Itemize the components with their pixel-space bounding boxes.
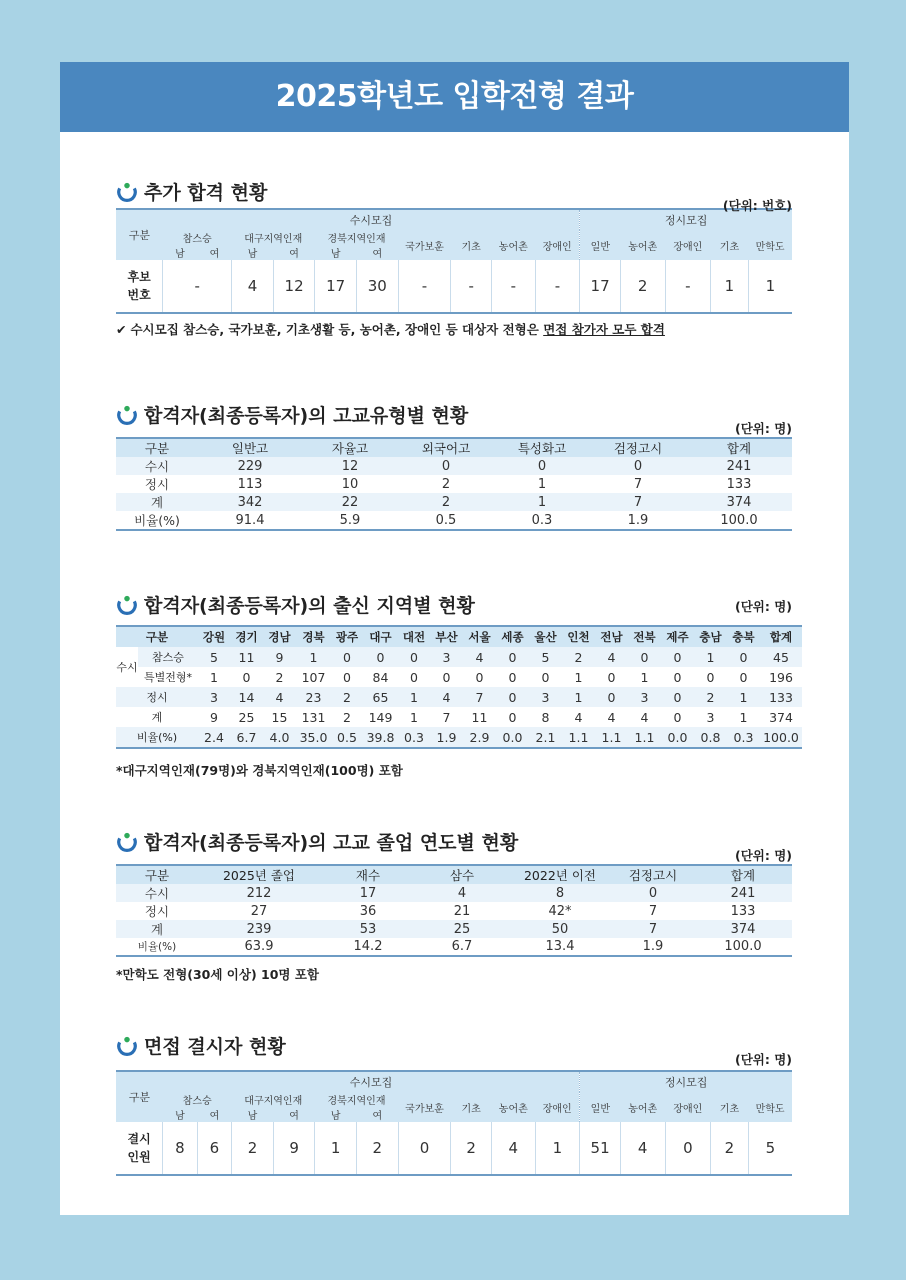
unit-label: (단위: 번호) [722, 198, 792, 213]
column-header: 외국어고 [398, 438, 494, 457]
cell: 17 [315, 260, 357, 313]
header-male: 남 [315, 245, 357, 260]
column-header: 재수 [320, 865, 416, 884]
page-title: 2025학년도 입학전형 결과 [60, 62, 849, 132]
table-row: 정시 3 14 4 23 2 65 1 4 7 0 3 1 0 3 0 2 1 133 [116, 687, 802, 707]
header-female: 여 [197, 1107, 232, 1122]
header-col: 농어촌 [620, 1092, 665, 1122]
header-col: 국가보훈 [398, 230, 451, 260]
unit-label: (단위: 명) [734, 1052, 792, 1067]
header-chamsaseung: 참스승 [163, 230, 232, 245]
column-header: 합계 [686, 438, 792, 457]
header-col: 기초 [451, 230, 492, 260]
cell: 1 [765, 277, 776, 295]
table-row: 비율(%) 63.9 14.2 6.7 13.4 1.9 100.0 [137, 939, 762, 954]
cell: - [451, 260, 492, 313]
note: *만학도 전형(30세 이상) 10명 포함 [116, 967, 319, 982]
header-col: 기초 [451, 1092, 492, 1122]
header-category: 구분 [116, 209, 163, 260]
cell: 17 [580, 260, 621, 313]
table-row: 수시 229 12 0 0 0 241 [116, 457, 792, 475]
column-header: 경북 [296, 626, 331, 647]
header-male: 남 [232, 1107, 274, 1122]
header-col: 기초 [711, 1092, 749, 1122]
header-jeongsi: 정시모집 [580, 209, 792, 230]
university-logo-icon [116, 404, 138, 426]
unit-label: (단위: 명) [734, 599, 792, 614]
cell: 12 [273, 260, 315, 313]
section-additional-admission [116, 174, 792, 338]
header-female: 여 [197, 245, 232, 260]
table-row: 정시 27 36 21 42* 7 133 [144, 903, 756, 919]
header-col: 농어촌 [620, 230, 665, 260]
header-female: 여 [357, 245, 399, 260]
header-chamsaseung: 참스승 [163, 1092, 232, 1107]
column-header: 세종 [496, 626, 529, 647]
graduation-year-table [116, 864, 792, 957]
column-header: 충북 [727, 626, 760, 647]
cell: 30 [357, 260, 399, 313]
header-col: 만학도 [748, 230, 792, 260]
school-type-table [116, 437, 792, 531]
cell: 1 [535, 1122, 580, 1175]
column-header: 경남 [263, 626, 296, 647]
column-header: 검정고시 [590, 438, 686, 457]
header-col: 기초 [711, 230, 749, 260]
section-title: 합격자(최종등록자)의 고교 졸업 연도별 현황 [144, 832, 519, 854]
cell: 8 [163, 1122, 198, 1175]
header-col: 농어촌 [491, 230, 535, 260]
column-header: 합계 [760, 626, 802, 647]
header-female: 여 [273, 1107, 315, 1122]
cell: 4 [491, 1122, 535, 1175]
header-female: 여 [273, 245, 315, 260]
row-label: 결시 인원 [116, 1122, 163, 1175]
header-col: 장애인 [535, 1092, 580, 1122]
table-row: 수시 참스승 5 11 9 1 0 0 0 3 4 0 5 2 4 0 0 1 0 45 [116, 647, 802, 667]
cell: 2 [357, 1122, 399, 1175]
column-header: 경기 [230, 626, 263, 647]
header-female: 여 [357, 1107, 399, 1122]
column-header: 인천 [562, 626, 595, 647]
cell: - [491, 260, 535, 313]
cell: 9 [273, 1122, 315, 1175]
header-male: 남 [232, 245, 274, 260]
table-row: 계 239 53 25 50 7 374 [116, 920, 792, 938]
column-header: 강원 [198, 626, 230, 647]
table-row: 비율(%) 2.4 6.7 4.0 35.0 0.5 39.8 0.3 1.9 2.9 0.0 2.1 1.1 1.1 1.1 0.0 0.8 0.3 100.0 [116, 727, 802, 748]
university-logo-icon [116, 831, 138, 853]
header-col: 장애인 [665, 1092, 711, 1122]
table-row: 특별전형* 1 0 2 107 0 84 0 0 0 0 0 1 0 1 0 0 0 196 [143, 669, 793, 685]
header-col: 장애인 [665, 230, 711, 260]
header-col: 농어촌 [491, 1092, 535, 1122]
column-header: 일반고 [198, 438, 302, 457]
column-header: 대전 [398, 626, 430, 647]
row-label: 후보 번호 [116, 260, 163, 313]
cell: 0 [665, 1122, 711, 1175]
additional-admission-table [116, 208, 792, 314]
cell: - [398, 260, 451, 313]
row-group-label: 수시 [116, 647, 138, 687]
document-page [60, 62, 849, 1215]
cell: 6 [197, 1122, 232, 1175]
header-male: 남 [315, 1107, 357, 1122]
header-col: 일반 [580, 230, 621, 260]
column-header: 대구 [363, 626, 398, 647]
section-title: 합격자(최종등록자)의 출신 지역별 현황 [144, 595, 475, 617]
table-row [116, 1122, 792, 1175]
cell: 2 [451, 1122, 492, 1175]
column-header: 울산 [529, 626, 562, 647]
unit-label: (단위: 명) [734, 848, 792, 863]
column-header: 부산 [430, 626, 463, 647]
column-header: 특성화고 [494, 438, 590, 457]
cell: 4 [620, 1122, 665, 1175]
header-col: 일반 [580, 1092, 621, 1122]
section-title: 합격자(최종등록자)의 고교유형별 현황 [144, 405, 469, 427]
header-susi: 수시모집 [163, 1071, 580, 1092]
column-header: 전북 [628, 626, 661, 647]
column-header: 삼수 [416, 865, 508, 884]
header-col: 국가보훈 [398, 1092, 451, 1122]
section-graduation-year [116, 824, 792, 983]
header-gyeongbuk-talent: 경북지역인재 [315, 230, 398, 245]
header-male: 남 [163, 1107, 198, 1122]
table-row [116, 260, 792, 313]
table-row: 계 342 22 2 1 7 374 [116, 493, 792, 511]
region-table [116, 625, 802, 749]
header-col: 장애인 [535, 230, 580, 260]
header-daegu-talent: 대구지역인재 [232, 230, 315, 245]
header-gyeongbuk-talent: 경북지역인재 [315, 1092, 398, 1107]
section-interview-absentees [116, 1028, 792, 1176]
column-header: 전남 [595, 626, 628, 647]
university-logo-icon [116, 594, 138, 616]
column-header: 검정고시 [612, 865, 694, 884]
note: *대구지역인재(79명)와 경북지역인재(100명) 포함 [116, 763, 403, 778]
cell: - [665, 260, 711, 313]
cell: 2 [620, 260, 665, 313]
column-header: 서울 [463, 626, 496, 647]
header-susi: 수시모집 [163, 209, 580, 230]
interview-absentees-table [116, 1070, 792, 1176]
section-region [116, 587, 799, 779]
table-row: 수시 212 17 4 8 0 241 [116, 884, 792, 902]
column-header: 구분 [116, 865, 198, 884]
university-logo-icon [116, 1035, 138, 1057]
unit-label: (단위: 명) [734, 421, 792, 436]
column-header: 구분 [116, 438, 198, 457]
cell: - [163, 260, 232, 313]
checkmark-icon: ✔ [116, 322, 127, 337]
column-header: 합계 [694, 865, 792, 884]
section-title: 추가 합격 현황 [144, 182, 268, 204]
note-emphasis: 면접 참가자 모두 합격 [543, 322, 665, 337]
section-title: 면접 결시자 현황 [144, 1036, 286, 1058]
cell: 4 [232, 260, 274, 313]
table-row: 정시 113 10 2 1 7 133 [144, 476, 752, 492]
cell: - [535, 260, 580, 313]
university-logo-icon [116, 181, 138, 203]
column-header: 광주 [331, 626, 363, 647]
header-daegu-talent: 대구지역인재 [232, 1092, 315, 1107]
header-category: 구분 [116, 1071, 163, 1122]
header-male: 남 [163, 245, 198, 260]
cell: 2 [711, 1122, 749, 1175]
column-header: 자율고 [302, 438, 398, 457]
table-row: 비율(%) 91.4 5.9 0.5 0.3 1.9 100.0 [134, 512, 758, 528]
header-col: 만학도 [748, 1092, 792, 1122]
column-header: 2022년 이전 [508, 865, 612, 884]
column-header: 2025년 졸업 [198, 865, 320, 884]
note: ✔ 수시모집 참스승, 국가보훈, 기초생활 등, 농어촌, 장애인 등 대상자 전형은 면접 참가자 모두 합격 [116, 322, 665, 337]
column-header: 구분 [116, 626, 198, 647]
cell: 5 [765, 1139, 776, 1157]
column-header: 충남 [694, 626, 727, 647]
cell: 51 [580, 1122, 621, 1175]
cell: 1 [315, 1122, 357, 1175]
section-school-type [116, 397, 792, 531]
header-jeongsi: 정시모집 [580, 1071, 792, 1092]
table-row: 계 9 25 15 131 2 149 1 7 11 0 8 4 4 4 0 3 1 374 [151, 709, 793, 725]
cell: 1 [711, 260, 749, 313]
column-header: 제주 [661, 626, 694, 647]
cell: 2 [232, 1122, 274, 1175]
cell: 0 [398, 1122, 451, 1175]
